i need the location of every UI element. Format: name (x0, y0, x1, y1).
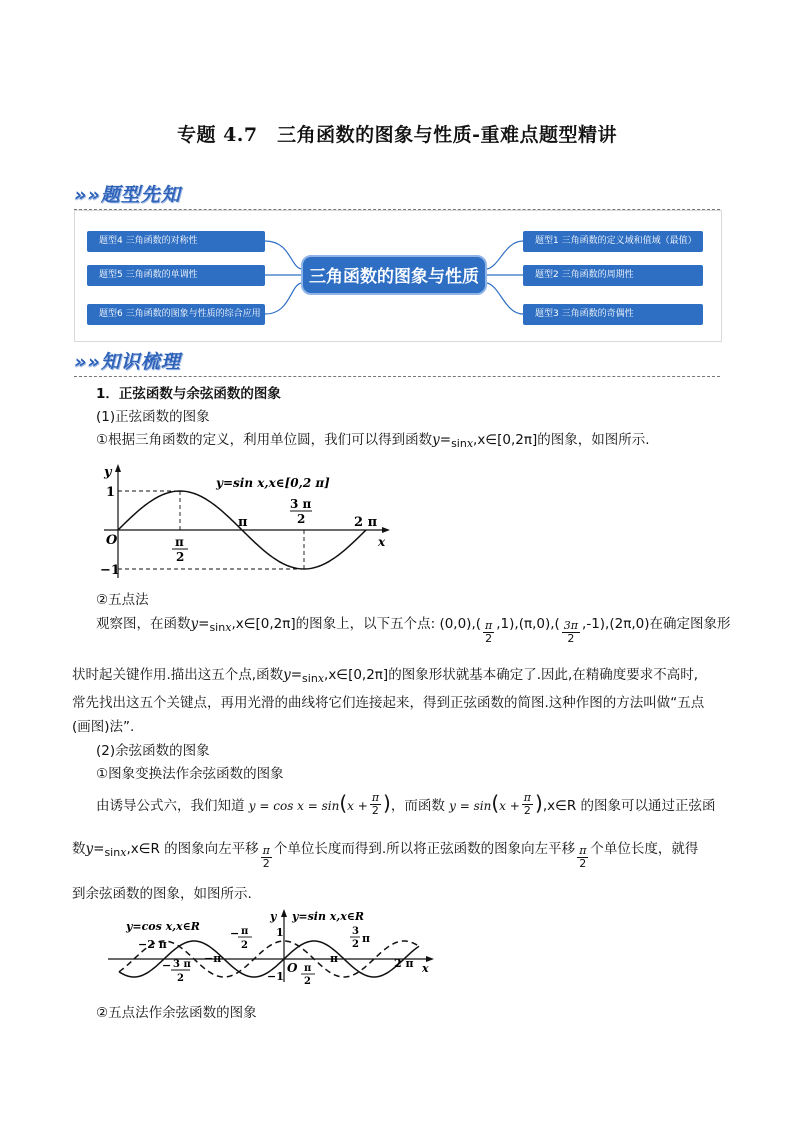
sine-cosine-graph-figure (104, 906, 436, 986)
subheading-cosine-graph: (2)余弦函数的图象 (96, 743, 210, 759)
svg-text:π: π (362, 932, 371, 945)
svg-text:2: 2 (304, 976, 311, 986)
svg-text:−: − (162, 959, 172, 972)
svg-text:3 π: 3 π (173, 959, 191, 970)
paragraph-five-points-cont: 状时起关键作用.描出这五个点,函数$y=_{sinx},x\in[0,2\pi]$的图象形状就基本确定了.因此,在精确度要求不高时, (72, 667, 699, 685)
svg-text:y: y (104, 465, 112, 480)
svg-text:−1: −1 (100, 563, 120, 578)
mind-map-node-topic1: 题型1 三角函数的定义域和值域（最值） (523, 231, 703, 252)
paragraph-cosine-five-point: ②五点法作余弦函数的图象 (96, 1005, 257, 1021)
paragraph-cosine-figure-ref: 到余弦函数的图象，如图所示. (72, 886, 252, 902)
section-banner-overview (74, 180, 720, 208)
svg-text:π: π (241, 926, 249, 937)
paragraph-five-point-heading: ②五点法 (96, 592, 149, 608)
section-banner-knowledge (74, 347, 720, 375)
svg-text:π: π (175, 535, 184, 549)
heading-sine-cosine-graphs: 1．正弦函数与余弦函数的图象 (96, 386, 281, 402)
paragraph-five-points-cont3: (画图)法”. (72, 719, 135, 735)
banner-label: »»题型先知 (74, 184, 181, 206)
svg-text:−1: −1 (267, 970, 284, 983)
svg-text:3: 3 (352, 926, 359, 937)
paragraph-five-points: 观察图，在函数$y=_{sinx},x\in[0,2\pi]$的图象上，以下五个点: (0,0),( $\frac{\pi}{2}$ ,1),(π,0),( $\frac{3\pi}{2}$ ,-1),(2π,0)在确定图象形 (96, 616, 731, 645)
page-title: 专题 4.7 三角函数的图象与性质-重难点题型精讲 (176, 124, 618, 146)
paragraph-induction-formula: 由诱导公式六，我们知道 y = cos x = sin(x + $\frac{\pi}{2}$ )，而函数 y = sin(x + $\frac{\pi}{2}$ ),x∈R 的图象可以通过正弦函 (96, 791, 716, 817)
mind-map-node-topic5: 题型5 三角函数的单调性 (87, 265, 265, 286)
subheading-sine-graph: (1)正弦函数的图象 (96, 409, 210, 425)
svg-text:−: − (230, 927, 240, 940)
dashed-divider (74, 376, 720, 377)
svg-text:2: 2 (176, 550, 185, 564)
mind-map-node-topic6: 题型6 三角函数的图象与性质的综合应用 (87, 304, 265, 325)
mind-map-node-topic3: 题型3 三角函数的奇偶性 (523, 304, 703, 325)
svg-text:x: x (378, 535, 386, 549)
svg-text:2 π: 2 π (354, 515, 378, 530)
mind-map-center-node: 三角函数的图象与性质 (301, 255, 487, 295)
svg-text:−2 π: −2 π (138, 938, 167, 951)
paragraph-unit-circle: ①根据三角函数的定义，利用单位圆，我们可以得到函数$y=_{sinx},x\in[0,2\pi]$的图象，如图所示. (96, 432, 650, 450)
svg-text:2: 2 (241, 940, 248, 951)
svg-text:π: π (330, 952, 339, 965)
svg-text:2 π: 2 π (394, 957, 414, 970)
svg-text:2: 2 (297, 512, 306, 526)
svg-text:1: 1 (106, 485, 116, 500)
svg-text:y=sin x,x∈[0,2 π]: y=sin x,x∈[0,2 π] (216, 476, 330, 490)
svg-text:y: y (270, 910, 277, 923)
banner-label: »»知识梳理 (74, 351, 181, 373)
mind-map-node-topic2: 题型2 三角函数的周期性 (523, 265, 703, 286)
paragraph-five-points-cont2: 常先找出这五个关键点，再用光滑的曲线将它们连接起来，得到正弦函数的简图.这种作图的方法叫做“五点 (72, 695, 705, 711)
svg-text:O: O (106, 533, 118, 548)
mind-map (74, 210, 722, 342)
svg-text:2: 2 (177, 973, 184, 984)
svg-text:π: π (238, 515, 248, 530)
svg-text:y=sin x,x∈R: y=sin x,x∈R (292, 910, 365, 923)
svg-text:O: O (287, 961, 298, 975)
svg-text:x: x (422, 962, 429, 975)
svg-text:2: 2 (352, 939, 359, 950)
svg-text:y=cos x,x∈R: y=cos x,x∈R (126, 920, 200, 933)
paragraph-transform-method: ①图象变换法作余弦函数的图象 (96, 766, 284, 782)
paragraph-shift-left: 数$y=_{sinx},x\in R$ 的图象向左平移 $\frac{\pi}{2}$ 个单位长度而得到.所以将正弦函数的图象向左平移 $\frac{\pi}{2}$ 个单位长度，就得 (72, 841, 699, 870)
mind-map-node-topic4: 题型4 三角函数的对称性 (87, 231, 265, 252)
sine-graph-figure (96, 460, 396, 590)
svg-text:1: 1 (276, 926, 284, 939)
svg-text:3 π: 3 π (290, 497, 312, 511)
svg-text:π: π (304, 963, 312, 974)
svg-text:−π: −π (204, 952, 222, 965)
